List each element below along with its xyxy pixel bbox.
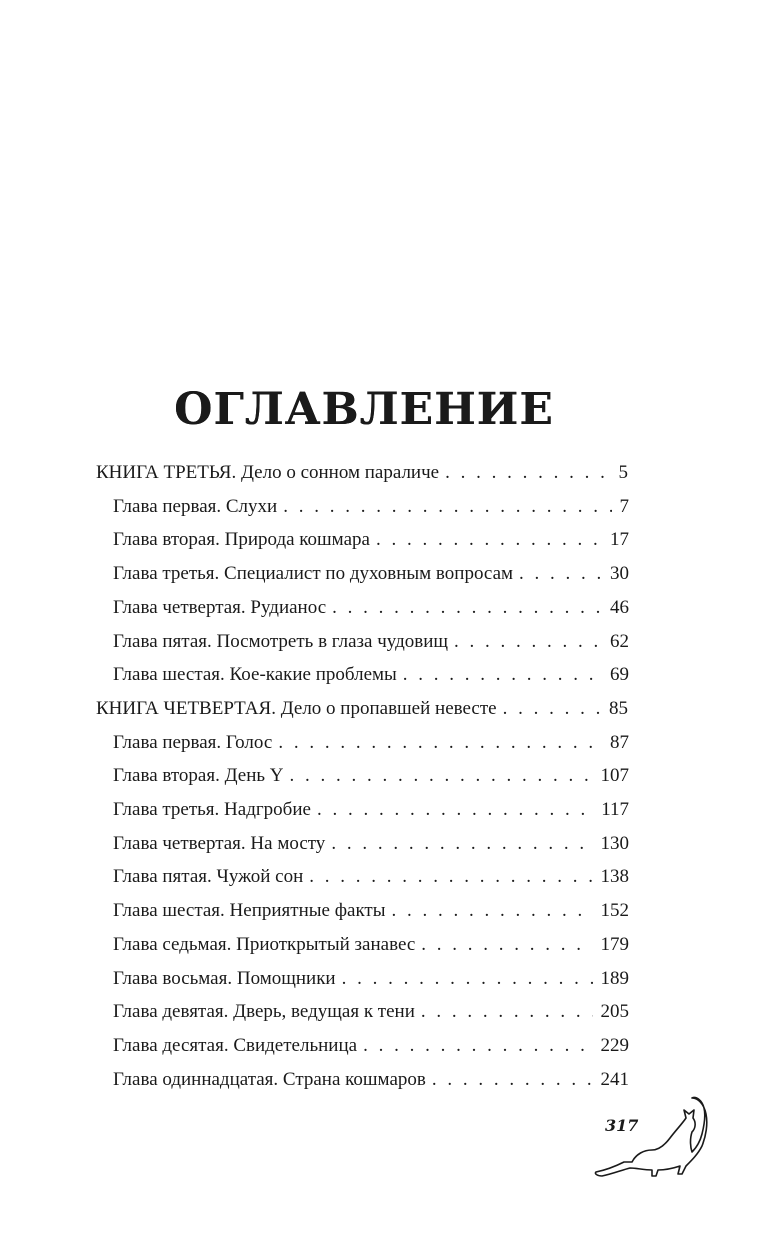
dot-leader	[317, 799, 593, 821]
toc-entry-page: 189	[600, 967, 629, 989]
dot-leader	[403, 664, 602, 686]
toc-chapter-entry	[113, 900, 629, 934]
dot-leader	[363, 1035, 592, 1057]
toc-entry-page: 107	[600, 765, 629, 787]
dot-leader	[432, 1069, 593, 1091]
dot-leader	[332, 597, 602, 619]
dot-leader	[454, 631, 602, 653]
dot-leader	[421, 934, 592, 956]
toc-chapter-entry	[113, 496, 629, 530]
toc-entry-page: 179	[600, 933, 629, 955]
toc-entry-title: Глава пятая. Чужой сон	[113, 866, 304, 888]
toc-entry-page: 17	[610, 529, 629, 551]
dot-leader	[392, 900, 593, 922]
toc-entry-title: Глава девятая. Дверь, ведущая к тени	[113, 1001, 415, 1023]
toc-entry-page: 87	[610, 731, 629, 753]
toc-chapter-entry	[113, 765, 629, 799]
dot-leader	[290, 765, 593, 787]
toc-entry-title: Глава четвертая. Рудианос	[113, 596, 327, 618]
toc-entry-title: Глава пятая. Посмотреть в глаза чудовищ	[113, 630, 449, 652]
cat-icon	[586, 1090, 716, 1186]
toc-entry-page: 62	[610, 630, 629, 652]
dot-leader	[519, 563, 602, 585]
toc-chapter-entry	[113, 866, 629, 900]
toc-book-entry	[96, 462, 628, 496]
toc-entry-page: 5	[618, 462, 628, 483]
toc-entry-title: Глава шестая. Неприятные факты	[113, 900, 386, 922]
toc-entry-title: Глава восьмая. Помощники	[113, 967, 336, 989]
toc-entry-title: Глава десятая. Свидетельница	[113, 1034, 358, 1056]
toc-chapter-entry	[113, 563, 629, 597]
toc-entry-page: 152	[600, 900, 629, 922]
toc-entry-page: 85	[609, 697, 628, 719]
toc-chapter-entry	[113, 833, 629, 867]
toc-entry-title: Глава шестая. Кое-какие проблемы	[113, 664, 397, 686]
toc-chapter-entry	[113, 664, 629, 698]
dot-leader	[445, 462, 610, 484]
dot-leader	[376, 529, 602, 551]
toc-chapter-entry	[113, 732, 629, 766]
toc-entry-title: Глава вторая. Природа кошмара	[113, 529, 370, 551]
page-title: ОГЛАВЛЕНИЕ	[174, 384, 554, 435]
toc-entry-title: Глава четвертая. На мосту	[113, 832, 326, 854]
toc-entry-title: Глава вторая. День Y	[113, 765, 284, 787]
toc-entry-page: 241	[600, 1068, 629, 1090]
toc-chapter-entry	[113, 631, 629, 665]
toc-chapter-entry	[113, 968, 629, 1002]
dot-leader	[421, 1001, 593, 1023]
toc-entry-page: 117	[601, 799, 629, 820]
dot-leader	[278, 732, 602, 754]
toc-chapter-entry	[113, 799, 629, 833]
dot-leader	[331, 833, 592, 855]
toc-entry-page: 130	[600, 832, 629, 854]
toc-entry-page: 205	[600, 1001, 629, 1023]
toc-entry-title: КНИГА ЧЕТВЕРТАЯ. Дело о пропавшей невесте	[96, 697, 497, 719]
toc-chapter-entry	[113, 1001, 629, 1035]
toc-entry-page: 229	[600, 1034, 629, 1056]
toc-chapter-entry	[113, 529, 629, 563]
toc-entry-page: 138	[600, 866, 629, 888]
toc-entry-title: КНИГА ТРЕТЬЯ. Дело о сонном параличе	[96, 462, 440, 483]
toc-entry-title: Глава одиннадцатая. Страна кошмаров	[113, 1068, 426, 1090]
toc-chapter-entry	[113, 1035, 629, 1069]
toc-chapter-entry	[113, 597, 629, 631]
dot-leader	[309, 866, 592, 888]
toc-book-entry	[96, 698, 628, 732]
toc-entry-title: Глава первая. Голос	[113, 731, 273, 753]
toc-entry-page: 46	[610, 596, 629, 618]
toc-entry-page: 69	[610, 664, 629, 686]
dot-leader	[283, 496, 611, 518]
toc-entry-title: Глава третья. Специалист по духовным вопросам	[113, 563, 514, 585]
dot-leader	[342, 968, 593, 990]
page-number: 317	[605, 1116, 639, 1135]
toc-entry-title: Глава седьмая. Приоткрытый занавес	[113, 933, 416, 955]
toc-entry-title: Глава первая. Слухи	[113, 495, 278, 517]
toc-chapter-entry	[113, 1069, 629, 1103]
toc-chapter-entry	[113, 934, 629, 968]
toc-entry-page: 30	[610, 563, 629, 585]
toc-entry-page: 7	[619, 495, 629, 517]
toc-entry-title: Глава третья. Надгробие	[113, 799, 311, 820]
dot-leader	[503, 698, 601, 720]
